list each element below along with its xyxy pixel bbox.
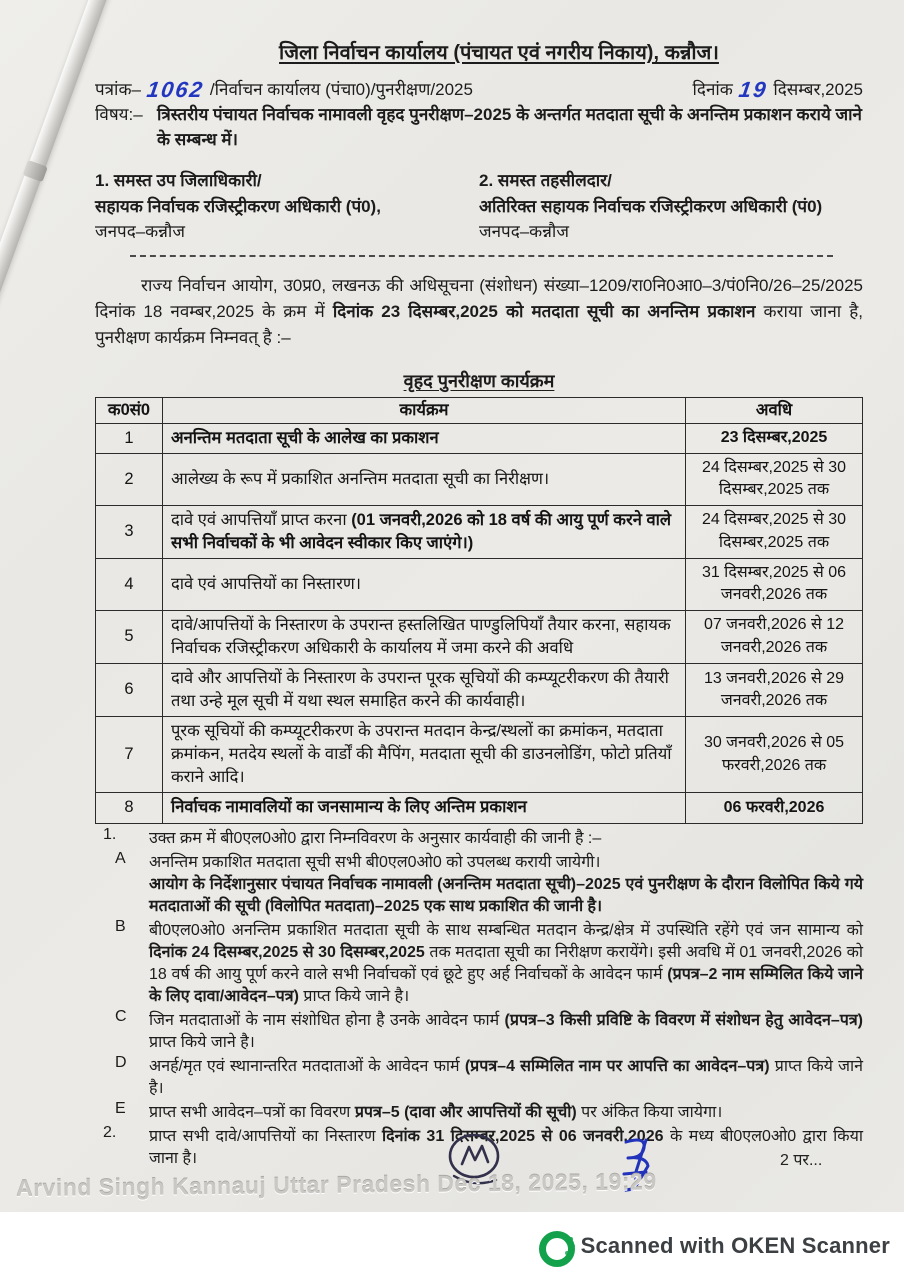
- item-a-text: अनन्तिम प्रकाशित मतदाता सूची सभी बी0एल0ओ0 को उपलब्ध करायी जायेगी। आयोग के निर्देशानुसार पंचायत निर्वाचक नामावली (अनन्तिम मतदाता सूची)–2025 एवं पुनरीक्षण के दौरान विलोपित किये गये मतदाताओं की सूची (विलोपित मतदाता)–2025 एक साथ प्रकाशित की जानी है।: [149, 853, 863, 915]
- revision-schedule-table: [95, 397, 863, 824]
- table-row: 3 दावे एवं आपत्तियाँ प्राप्त करना (01 जनवरी,2026 को 18 वर्ष की आयु पूर्ण करने वाले सभी निर्वाचकों के भी आवेदन स्वीकार किए जाएंगे।) 24 दिसम्बर,2025 से 30 दिसम्बर,2025 तक: [96, 505, 863, 558]
- table-row: 4 दावे एवं आपत्तियों का निस्तारण। 31 दिसम्बर,2025 से 06 जनवरी,2026 तक: [96, 558, 863, 610]
- subject-line: [95, 103, 863, 152]
- addressee-1-line2: सहायक निर्वाचक रजिस्ट्रीकरण अधिकारी (पं0),: [95, 196, 381, 216]
- addressee-2-line2: अतिरिक्त सहायक निर्वाचक रजिस्ट्रीकरण अधिकारी (पं0): [479, 196, 823, 216]
- item-2-text: प्राप्त सभी दावे/आपत्तियों का निस्तारण दिनांक 31 दिसम्बर,2025 से 06 जनवरी,2026 के मध्य बी0एल0ओ0 द्वारा किया जाना है।: [149, 1127, 863, 1167]
- page-continuation-note: 2 पर...: [780, 1152, 823, 1169]
- table-header-row: [96, 397, 863, 423]
- item-a-marker: A: [115, 849, 126, 867]
- header-period: अवधि: [686, 397, 863, 423]
- list-item-d: [115, 1054, 863, 1098]
- list-item-1: [95, 826, 863, 848]
- table-row: 8 निर्वाचक नामावलियों का जनसामान्य के लिए अन्तिम प्रकाशन 06 फरवरी,2026: [96, 793, 863, 823]
- table-row: 5 दावे/आपत्तियों के निस्तारण के उपरान्त हस्तलिखित पाण्डुलिपियाँ तैयार करना, सहायक निर्वाचक रजिस्ट्रीकरण अधिकारी के कार्यालय में जमा करने की अवधि 07 जनवरी,2026 से 12 जनवरी,2026 तक: [96, 610, 863, 663]
- item-e-text: प्राप्त सभी आवेदन–पत्रों का विवरण प्रपत्र–5 (दावा और आपत्तियों की सूची) पर अंकित किया जायेगा।: [149, 1103, 723, 1121]
- document-body: [95, 38, 863, 1168]
- oken-scanner-label: Scanned with OKEN Scanner: [580, 1233, 890, 1258]
- office-title: जिला निर्वाचन कार्यालय (पंचायत एवं नगरीय निकाय), कन्नौज।: [279, 42, 719, 64]
- addressee-2-line1: 2. समस्त तहसीलदार/: [479, 171, 612, 191]
- subject-label: विषय:–: [95, 105, 143, 124]
- header-program: कार्यक्रम: [163, 397, 686, 423]
- intro-bold: दिनांक 23 दिसम्बर,2025 को मतदाता सूची का अनन्तिम प्रकाशन: [332, 302, 756, 322]
- intro-post: कराया जाना है, पुनरीक्षण कार्यक्रम निम्नवत् है :–: [95, 302, 863, 348]
- table-title: वृहद पुनरीक्षण कार्यक्रम: [403, 370, 555, 391]
- addressee-1: [95, 168, 479, 245]
- ref-label: पत्रांक–: [95, 80, 141, 99]
- addressee-2: [479, 168, 863, 245]
- table-row: 7 पूरक सूचियों की कम्प्यूटरीकरण के उपरान्त मतदान केन्द्र/स्थलों का क्रमांकन, मतदाता क्रमांकन, मतदेय स्थलों के वार्डों की मैपिंग, मतदाता सूची की डाउनलोडिंग, फोटो प्रतियाँ कराने आदि। 30 जनवरी,2026 से 05 फरवरी,2026 तक: [96, 717, 863, 793]
- addressee-2-line3: जनपद–कन्नौज: [479, 222, 569, 242]
- divider-line: [130, 255, 833, 257]
- ref-rest: /निर्वाचन कार्यालय (पंचा0)/पुनरीक्षण/2025: [209, 80, 473, 99]
- item-1-marker: 1.: [103, 825, 117, 843]
- reference-line: [95, 75, 863, 101]
- item-d-marker: D: [115, 1053, 127, 1071]
- item-c-text: जिन मतदाताओं के नाम संशोधित होना है उनके आवेदन फार्म (प्रपत्र–3 किसी प्रविष्टि के विवरण में संशोधन हेतु आवेदन–पत्र) प्राप्त किये जाने है।: [149, 1011, 863, 1051]
- addressee-1-line1: 1. समस्त उप जिलाधिकारी/: [95, 171, 262, 191]
- sub-list: [115, 850, 863, 1122]
- item-e-marker: E: [115, 1099, 126, 1117]
- list-item-c: [115, 1008, 863, 1052]
- date-number-handwritten: 19: [737, 77, 770, 102]
- date-label: दिनांक: [692, 80, 733, 99]
- item-2-marker: 2.: [103, 1123, 117, 1141]
- table-row: 2 आलेख्य के रूप में प्रकाशित अनन्तिम मतदाता सूची का निरीक्षण। 24 दिसम्बर,2025 से 30 दिसम्बर,2025 तक: [96, 454, 863, 506]
- item-c-marker: C: [115, 1007, 127, 1025]
- subject-text: त्रिस्तरीय पंचायत निर्वाचक नामावली वृहद पुनरीक्षण–2025 के अन्तर्गत मतदाता सूची के अनन्तिम प्रकाशन कराये जाने के सम्बन्ध में।: [157, 105, 862, 149]
- instructions-list: [95, 826, 863, 1168]
- addressee-1-line3: जनपद–कन्नौज: [95, 222, 185, 242]
- item-b-text: बी0एल0ओ0 अनन्तिम प्रकाशित मतदाता सूची के साथ सम्बन्धित मतदान केन्द्र/क्षेत्र में उपस्थिति रहेंगे एवं जन सामान्य को दिनांक 24 दिसम्बर,2025 से 30 दिसम्बर,2025 तक मतदाता सूची का निरीक्षण करायेंगे। इसी अवधि में 01 जनवरी,2026 को 18 वर्ष की आयु पूर्ण करने वाले सभी निर्वाचकों एवं छूटे हुए अर्ह निर्वाचकों के आवेदन फार्म (प्रपत्र–2 नाम सम्मिलित किये जाने के लिए दावा/आवेदन–पत्र) प्राप्त किये जाने है।: [149, 921, 864, 1005]
- list-item-b: [115, 918, 863, 1006]
- item-b-marker: B: [115, 917, 126, 935]
- table-row: 1 अनन्तिम मतदाता सूची के आलेख का प्रकाशन 23 दिसम्बर,2025: [96, 423, 863, 453]
- oken-scanner-bar: [0, 1212, 904, 1280]
- item-d-text: अनर्ह/मृत एवं स्थानान्तरित मतदाताओं के आवेदन फार्म (प्रपत्र–4 सम्मिलित नाम पर आपत्ति का आवेदन–पत्र) प्राप्त किये जाने है।: [149, 1057, 863, 1097]
- header-sno: क0सं0: [96, 397, 163, 423]
- list-item-a: [115, 850, 863, 916]
- list-item-e: [115, 1100, 863, 1122]
- table-row: 6 दावे और आपत्तियों के निस्तारण के उपरान्त पूरक सूचियों की कम्प्यूटरीकरण की तैयारी तथा उन्हे मूल सूची में यथा स्थल समाहित करने की कार्यवाही। 13 जनवरी,2026 से 29 जनवरी,2026 तक: [96, 663, 863, 716]
- addressees: [95, 168, 863, 245]
- item-1-text: उक्त क्रम में बी0एल0ओ0 द्वारा निम्नविवरण के अनुसार कार्यवाही की जानी है :–: [149, 829, 602, 847]
- pen-clip: [23, 160, 48, 182]
- ref-number-handwritten: 1062: [145, 77, 206, 102]
- intro-paragraph: [95, 273, 863, 352]
- date-rest: दिसम्बर,2025: [773, 80, 863, 99]
- oken-scanner-icon: [539, 1231, 569, 1261]
- scanner-watermark: Arvind Singh Kannauj Uttar Pradesh Dec 18, 2025, 19:29: [15, 1168, 657, 1202]
- intro-pre: राज्य निर्वाचन आयोग, उ0प्र0, लखनऊ की अधिसूचना (संशोधन) संख्या–1209/रा0नि0आ0–3/पं0नि0/26–25/2025 दिनांक 18 नवम्बर,2025 के क्रम में: [95, 275, 863, 322]
